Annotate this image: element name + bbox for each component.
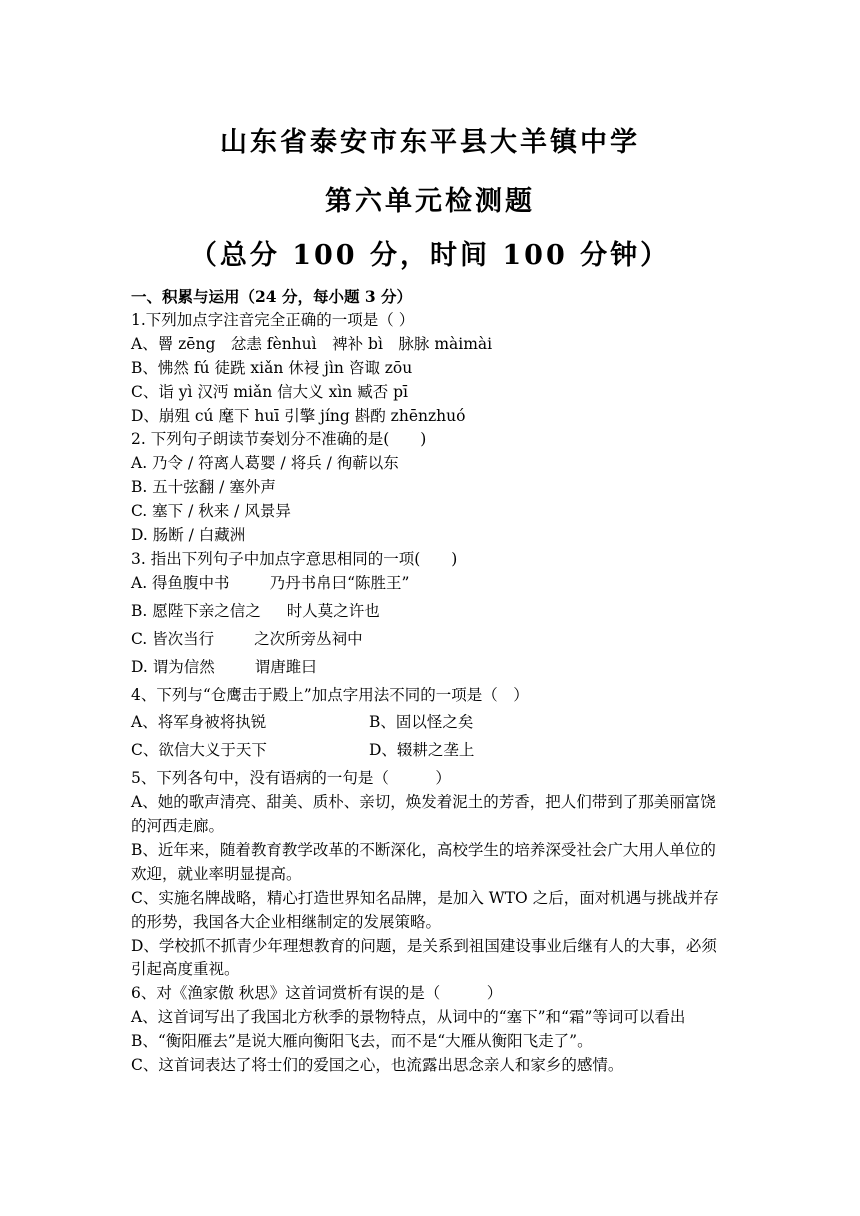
question-2-option-a: A. 乃令 / 符离人葛婴 / 将兵 / 徇蕲以东 (131, 454, 399, 473)
question-3-option-d-part1: D. 谓为信然 (131, 657, 215, 676)
question-6-option-c: C、这首词表达了将士们的爱国之心，也流露出思念亲人和家乡的感情。 (131, 1056, 624, 1075)
question-2-option-d: D. 肠断 / 白藏洲 (131, 526, 246, 545)
question-3-option-b-part2: 时人莫之许也 (286, 601, 380, 620)
question-6-option-b: B、“衡阳雁去”是说大雁向衡阳飞去，而不是“大雁从衡阳飞走了”。 (131, 1032, 593, 1051)
question-5-stem: 5、下列各句中，没有语病的一句是（ ） (131, 769, 451, 788)
question-4-stem: 4、下列与“仓鹰击于殿上”加点字用法不同的一项是（ ） (131, 685, 529, 704)
question-3-option-d-part2: 谓唐雎曰 (254, 657, 317, 676)
question-1-option-a: A、罾 zēng 忿恚 fènhuì 裨补 bì 脉脉 màimài (131, 334, 493, 353)
question-3-option-c (131, 628, 731, 652)
question-5-option-d: D、学校抓不抓青少年理想教育的问题，是关系到祖国建设事业后继有人的大事，必须引起高度重视。 (131, 936, 717, 979)
question-4-option-b: B、固以怪之矣 (369, 713, 474, 732)
question-4-option-a: A、将军身被将执锐 (131, 713, 267, 732)
question-6-stem: 6、对《渔家傲 秋思》这首词赏析有误的是（ ） (131, 984, 503, 1003)
question-4-option-d: D、辍耕之垄上 (369, 741, 475, 760)
question-3-option-a-part2: 乃丹书帛曰“陈胜王” (269, 573, 410, 592)
question-3-option-d (131, 656, 731, 680)
unit-title: 第六单元检测题 (325, 186, 535, 217)
question-3-option-b (131, 600, 731, 624)
question-1-option-c: C、诣 yì 汉沔 miǎn 信大义 xìn 臧否 pī (131, 382, 409, 401)
question-3-option-a-part1: A. 得鱼腹中书 (131, 573, 230, 592)
question-3-stem: 3. 指出下列句子中加点字意思相同的一项( ) (131, 549, 458, 568)
question-1-option-d: D、崩殂 cú 麾下 huī 引擎 jíng 斟酌 zhēnzhuó (131, 406, 466, 425)
question-1-option-b: B、怫然 fú 徒跣 xiǎn 休祲 jìn 咨诹 zōu (131, 358, 413, 377)
exam-meta: （总分 100 分，时间 100 分钟） (189, 240, 671, 271)
question-5-option-c: C、实施名牌战略，精心打造世界知名品牌，是加入 WTO 之后，面对机遇与挑战并存的形势，我国各大企业相继制定的发展策略。 (131, 888, 719, 931)
exam-content (131, 285, 731, 1078)
school-title: 山东省泰安市东平县大羊镇中学 (220, 127, 640, 158)
question-6-option-a: A、这首词写出了我国北方秋季的景物特点，从词中的“塞下”和“霜”等词可以看出 (131, 1008, 686, 1027)
question-5-option-b: B、近年来，随着教育教学改革的不断深化，高校学生的培养深受社会广大用人单位的欢迎，就业率明显提高。 (131, 840, 716, 883)
question-2-option-c: C. 塞下 / 秋来 / 风景异 (131, 502, 291, 521)
question-5-option-a: A、她的歌声清亮、甜美、质朴、亲切，焕发着泥土的芳香，把人们带到了那美丽富饶的河西走廊。 (131, 793, 716, 836)
question-4-option-c: C、欲信大义于天下 (131, 741, 267, 760)
question-2-option-b: B. 五十弦翻 / 塞外声 (131, 478, 276, 497)
question-4-options-cd (131, 739, 731, 763)
question-1-stem: 1.下列加点字注音完全正确的一项是（ ） (131, 310, 415, 329)
question-3-option-c-part2: 之次所旁丛祠中 (254, 629, 363, 648)
question-2-stem: 2. 下列句子朗读节奏划分不准确的是( ) (131, 430, 427, 449)
question-3-option-a (131, 572, 731, 596)
section-heading: 一、积累与运用（24 分，每小题 3 分） (131, 287, 413, 306)
question-3-option-c-part1: C. 皆次当行 (131, 629, 215, 648)
question-3-option-b-part1: B. 愿陛下亲之信之 (131, 601, 261, 620)
question-4-options-ab (131, 711, 731, 735)
